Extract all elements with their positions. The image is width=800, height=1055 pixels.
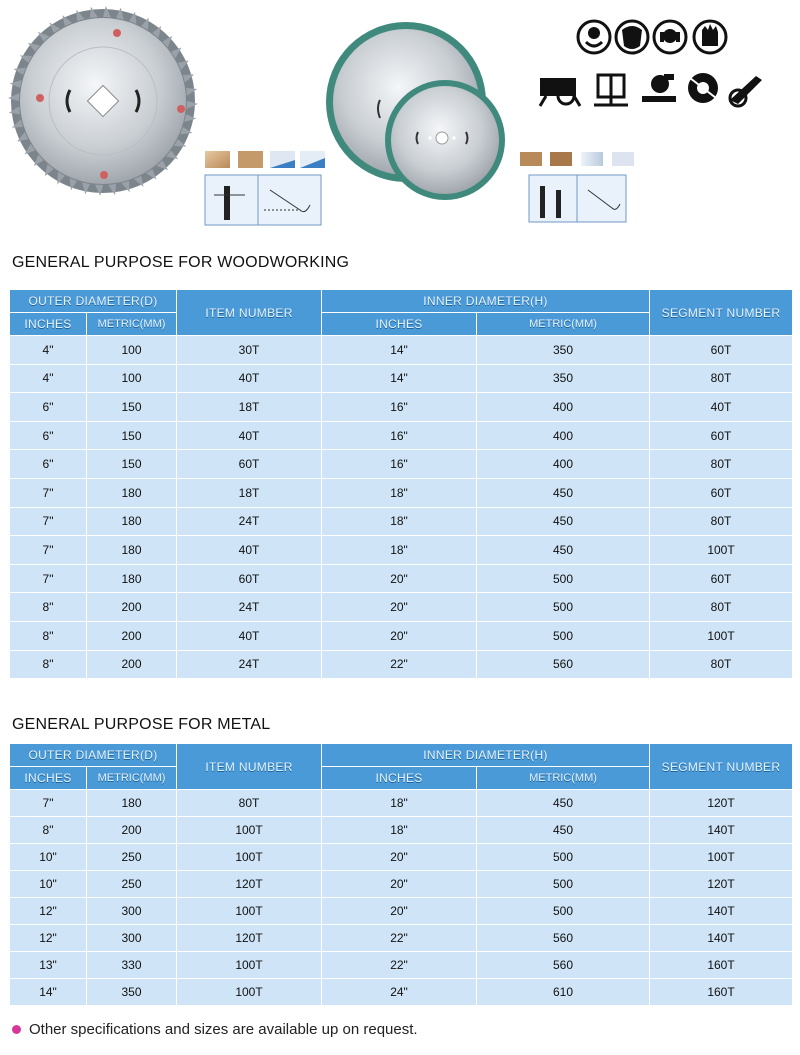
outer-inches-cell: 6"	[10, 421, 87, 450]
saw-blade-woodworking	[8, 6, 198, 196]
segment-number-cell: 100T	[650, 844, 793, 871]
outer-metric-cell: 180	[87, 507, 177, 536]
outer-inches-cell: 8"	[10, 593, 87, 622]
item-number-cell: 100T	[177, 817, 322, 844]
table-row	[10, 364, 793, 393]
header-outer-metric: METRIC(MM)	[87, 313, 177, 336]
panel-saw-icon	[594, 75, 628, 105]
segment-number-cell: 160T	[650, 979, 793, 1006]
section-title-woodworking: GENERAL PURPOSE FOR WOODWORKING	[12, 254, 350, 271]
segment-number-cell: 120T	[650, 871, 793, 898]
bullet-icon	[12, 1025, 21, 1034]
outer-metric-cell: 330	[87, 952, 177, 979]
table-row	[10, 621, 793, 650]
inner-inches-cell: 20"	[322, 898, 477, 925]
inner-metric-cell: 500	[477, 564, 650, 593]
cutting-diagram-left	[205, 175, 321, 225]
inner-inches-cell: 22"	[322, 952, 477, 979]
inner-inches-cell: 18"	[322, 817, 477, 844]
outer-inches-cell: 10"	[10, 871, 87, 898]
inner-metric-cell: 560	[477, 925, 650, 952]
inner-inches-cell: 22"	[322, 650, 477, 679]
segment-number-cell: 60T	[650, 478, 793, 507]
ear-protection-icon	[654, 21, 686, 53]
header-inner-inches: INCHES	[322, 767, 477, 790]
item-number-cell: 60T	[177, 450, 322, 479]
table-row	[10, 844, 793, 871]
inner-metric-cell: 500	[477, 898, 650, 925]
header-segment-number: SEGMENT NUMBER	[650, 744, 793, 790]
inner-inches-cell: 18"	[322, 790, 477, 817]
outer-metric-cell: 180	[87, 478, 177, 507]
segment-number-cell: 80T	[650, 450, 793, 479]
inner-metric-cell: 400	[477, 450, 650, 479]
outer-inches-cell: 8"	[10, 621, 87, 650]
inner-metric-cell: 500	[477, 593, 650, 622]
footnote-text: Other specifications and sizes are available up on request.	[29, 1021, 418, 1038]
outer-metric-cell: 300	[87, 925, 177, 952]
inner-inches-cell: 22"	[322, 925, 477, 952]
header-inner-metric: METRIC(MM)	[477, 313, 650, 336]
inner-metric-cell: 560	[477, 650, 650, 679]
inner-metric-cell: 450	[477, 817, 650, 844]
item-number-cell: 100T	[177, 898, 322, 925]
header-inner-diameter: INNER DIAMETER(H)	[322, 744, 650, 767]
table-row	[10, 925, 793, 952]
outer-metric-cell: 180	[87, 564, 177, 593]
segment-number-cell: 160T	[650, 952, 793, 979]
outer-metric-cell: 180	[87, 790, 177, 817]
table-row	[10, 478, 793, 507]
inner-inches-cell: 20"	[322, 844, 477, 871]
header-outer-inches: INCHES	[10, 313, 87, 336]
inner-metric-cell: 400	[477, 393, 650, 422]
outer-inches-cell: 7"	[10, 564, 87, 593]
outer-metric-cell: 180	[87, 536, 177, 565]
material-swatches-right	[520, 152, 634, 166]
table-row	[10, 450, 793, 479]
item-number-cell: 30T	[177, 336, 322, 365]
table-row	[10, 421, 793, 450]
outer-inches-cell: 10"	[10, 844, 87, 871]
outer-inches-cell: 7"	[10, 536, 87, 565]
segment-number-cell: 80T	[650, 364, 793, 393]
item-number-cell: 80T	[177, 790, 322, 817]
item-number-cell: 60T	[177, 564, 322, 593]
inner-inches-cell: 20"	[322, 564, 477, 593]
header-item-number: ITEM NUMBER	[177, 290, 322, 336]
outer-metric-cell: 250	[87, 871, 177, 898]
item-number-cell: 18T	[177, 393, 322, 422]
inner-inches-cell: 20"	[322, 593, 477, 622]
outer-inches-cell: 8"	[10, 650, 87, 679]
table-row	[10, 952, 793, 979]
material-swatches-left	[205, 151, 325, 168]
inner-metric-cell: 450	[477, 478, 650, 507]
inner-inches-cell: 14"	[322, 336, 477, 365]
inner-inches-cell: 18"	[322, 478, 477, 507]
header-segment-number: SEGMENT NUMBER	[650, 290, 793, 336]
header-inner-metric: METRIC(MM)	[477, 767, 650, 790]
inner-metric-cell: 350	[477, 364, 650, 393]
segment-number-cell: 60T	[650, 421, 793, 450]
circular-saw-icon	[688, 73, 718, 103]
table-row	[10, 898, 793, 925]
item-number-cell: 120T	[177, 871, 322, 898]
inner-inches-cell: 14"	[322, 364, 477, 393]
item-number-cell: 40T	[177, 621, 322, 650]
inner-inches-cell: 18"	[322, 536, 477, 565]
outer-inches-cell: 14"	[10, 979, 87, 1006]
outer-inches-cell: 12"	[10, 925, 87, 952]
outer-inches-cell: 12"	[10, 898, 87, 925]
item-number-cell: 24T	[177, 507, 322, 536]
outer-metric-cell: 200	[87, 650, 177, 679]
table-row	[10, 564, 793, 593]
outer-metric-cell: 100	[87, 336, 177, 365]
inner-metric-cell: 400	[477, 421, 650, 450]
outer-metric-cell: 200	[87, 621, 177, 650]
inner-inches-cell: 16"	[322, 421, 477, 450]
outer-metric-cell: 150	[87, 450, 177, 479]
table-row	[10, 536, 793, 565]
table-row	[10, 817, 793, 844]
table-body-metal	[10, 790, 793, 1006]
header-outer-inches: INCHES	[10, 767, 87, 790]
segment-number-cell: 100T	[650, 536, 793, 565]
table-row	[10, 593, 793, 622]
segment-number-cell: 140T	[650, 925, 793, 952]
segment-number-cell: 100T	[650, 621, 793, 650]
outer-inches-cell: 4"	[10, 364, 87, 393]
inner-metric-cell: 450	[477, 507, 650, 536]
segment-number-cell: 40T	[650, 393, 793, 422]
inner-metric-cell: 450	[477, 536, 650, 565]
header-outer-metric: METRIC(MM)	[87, 767, 177, 790]
inner-metric-cell: 500	[477, 871, 650, 898]
table-row	[10, 790, 793, 817]
table-row	[10, 393, 793, 422]
saw-blade-metal	[326, 22, 505, 200]
item-number-cell: 120T	[177, 925, 322, 952]
outer-metric-cell: 250	[87, 844, 177, 871]
cutting-diagram-right	[529, 175, 626, 222]
item-number-cell: 100T	[177, 952, 322, 979]
outer-inches-cell: 7"	[10, 478, 87, 507]
inner-metric-cell: 610	[477, 979, 650, 1006]
item-number-cell: 24T	[177, 593, 322, 622]
inner-inches-cell: 18"	[322, 507, 477, 536]
outer-metric-cell: 300	[87, 898, 177, 925]
outer-inches-cell: 4"	[10, 336, 87, 365]
glove-icon	[694, 21, 726, 53]
segment-number-cell: 140T	[650, 898, 793, 925]
table-row	[10, 979, 793, 1006]
segment-number-cell: 80T	[650, 650, 793, 679]
spec-table-metal	[9, 743, 793, 1006]
dust-mask-icon	[578, 21, 610, 53]
item-number-cell: 24T	[177, 650, 322, 679]
inner-inches-cell: 24"	[322, 979, 477, 1006]
outer-metric-cell: 100	[87, 364, 177, 393]
inner-inches-cell: 20"	[322, 621, 477, 650]
outer-inches-cell: 7"	[10, 507, 87, 536]
header-inner-diameter: INNER DIAMETER(H)	[322, 290, 650, 313]
inner-metric-cell: 350	[477, 336, 650, 365]
header-inner-inches: INCHES	[322, 313, 477, 336]
table-saw-icon	[540, 78, 580, 106]
outer-metric-cell: 350	[87, 979, 177, 1006]
face-shield-icon	[616, 21, 648, 53]
item-number-cell: 40T	[177, 364, 322, 393]
outer-inches-cell: 6"	[10, 393, 87, 422]
segment-number-cell: 80T	[650, 507, 793, 536]
chop-saw-icon	[642, 74, 676, 102]
table-row	[10, 650, 793, 679]
outer-metric-cell: 200	[87, 593, 177, 622]
outer-inches-cell: 8"	[10, 817, 87, 844]
inner-inches-cell: 16"	[322, 393, 477, 422]
table-row	[10, 871, 793, 898]
header-outer-diameter: OUTER DIAMETER(D)	[10, 290, 177, 313]
segment-number-cell: 120T	[650, 790, 793, 817]
table-body-woodworking	[10, 336, 793, 679]
footnote	[12, 1021, 418, 1038]
table-row	[10, 336, 793, 365]
spec-table-woodworking	[9, 289, 793, 679]
inner-metric-cell: 500	[477, 844, 650, 871]
outer-inches-cell: 6"	[10, 450, 87, 479]
item-number-cell: 18T	[177, 478, 322, 507]
header-outer-diameter: OUTER DIAMETER(D)	[10, 744, 177, 767]
header-item-number: ITEM NUMBER	[177, 744, 322, 790]
inner-metric-cell: 450	[477, 790, 650, 817]
outer-inches-cell: 7"	[10, 790, 87, 817]
item-number-cell: 100T	[177, 979, 322, 1006]
inner-metric-cell: 500	[477, 621, 650, 650]
item-number-cell: 100T	[177, 844, 322, 871]
outer-metric-cell: 200	[87, 817, 177, 844]
item-number-cell: 40T	[177, 421, 322, 450]
outer-metric-cell: 150	[87, 393, 177, 422]
product-hero-image	[0, 0, 800, 235]
segment-number-cell: 60T	[650, 336, 793, 365]
angle-grinder-icon	[730, 76, 762, 106]
segment-number-cell: 60T	[650, 564, 793, 593]
inner-inches-cell: 16"	[322, 450, 477, 479]
outer-metric-cell: 150	[87, 421, 177, 450]
segment-number-cell: 80T	[650, 593, 793, 622]
inner-metric-cell: 560	[477, 952, 650, 979]
outer-inches-cell: 13"	[10, 952, 87, 979]
inner-inches-cell: 20"	[322, 871, 477, 898]
table-row	[10, 507, 793, 536]
section-title-metal: GENERAL PURPOSE FOR METAL	[12, 716, 271, 733]
segment-number-cell: 140T	[650, 817, 793, 844]
item-number-cell: 40T	[177, 536, 322, 565]
